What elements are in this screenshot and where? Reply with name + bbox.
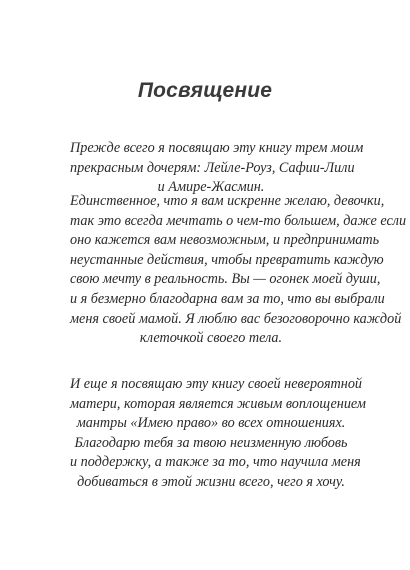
dedication-paragraph-3 <box>70 375 366 493</box>
text-line: Прежде всего я посвящаю эту книгу трем моим <box>70 140 364 156</box>
text-line: и я безмерно благодарна вам за то, что вы выбрали <box>70 290 385 307</box>
text-line: и Амире-Жасмин. <box>157 179 265 196</box>
text-line: Единственное, что я вам искренне желаю, девочки, <box>70 193 385 209</box>
dedication-paragraph-1 <box>70 139 364 198</box>
text-line: так это всегда мечтать о чем-то большем, даже если <box>70 212 407 229</box>
text-line: И еще я посвящаю эту книгу своей невероятной <box>70 376 363 392</box>
text-line: добиваться в этой жизни всего, чего я хочу. <box>77 473 345 490</box>
dedication-paragraph-2 <box>70 192 407 349</box>
text-line: неустанные действия, чтобы превратить каждую <box>70 251 384 268</box>
text-line: клеточкой своего тела. <box>139 330 283 347</box>
text-line: меня своей мамой. Я люблю вас безоговорочно каждой <box>70 310 402 327</box>
text-line: Благодарю тебя за твою неизменную любовь <box>74 434 348 451</box>
text-line: свою мечту в реальность. Вы — огонек моей души, <box>70 271 381 288</box>
text-line: и поддержку, а также за то, что научила меня <box>70 454 361 471</box>
text-line: матери, которая является живым воплощением <box>70 395 366 412</box>
text-line: оно кажется вам невозможным, и предпринимать <box>70 232 380 249</box>
page-title: Посвящение <box>137 79 273 102</box>
text-line: прекрасным дочерям: Лейле-Роуз, Сафии-Лили <box>70 159 355 176</box>
text-line: мантры «Имею право» во всех отношениях. <box>76 415 346 432</box>
